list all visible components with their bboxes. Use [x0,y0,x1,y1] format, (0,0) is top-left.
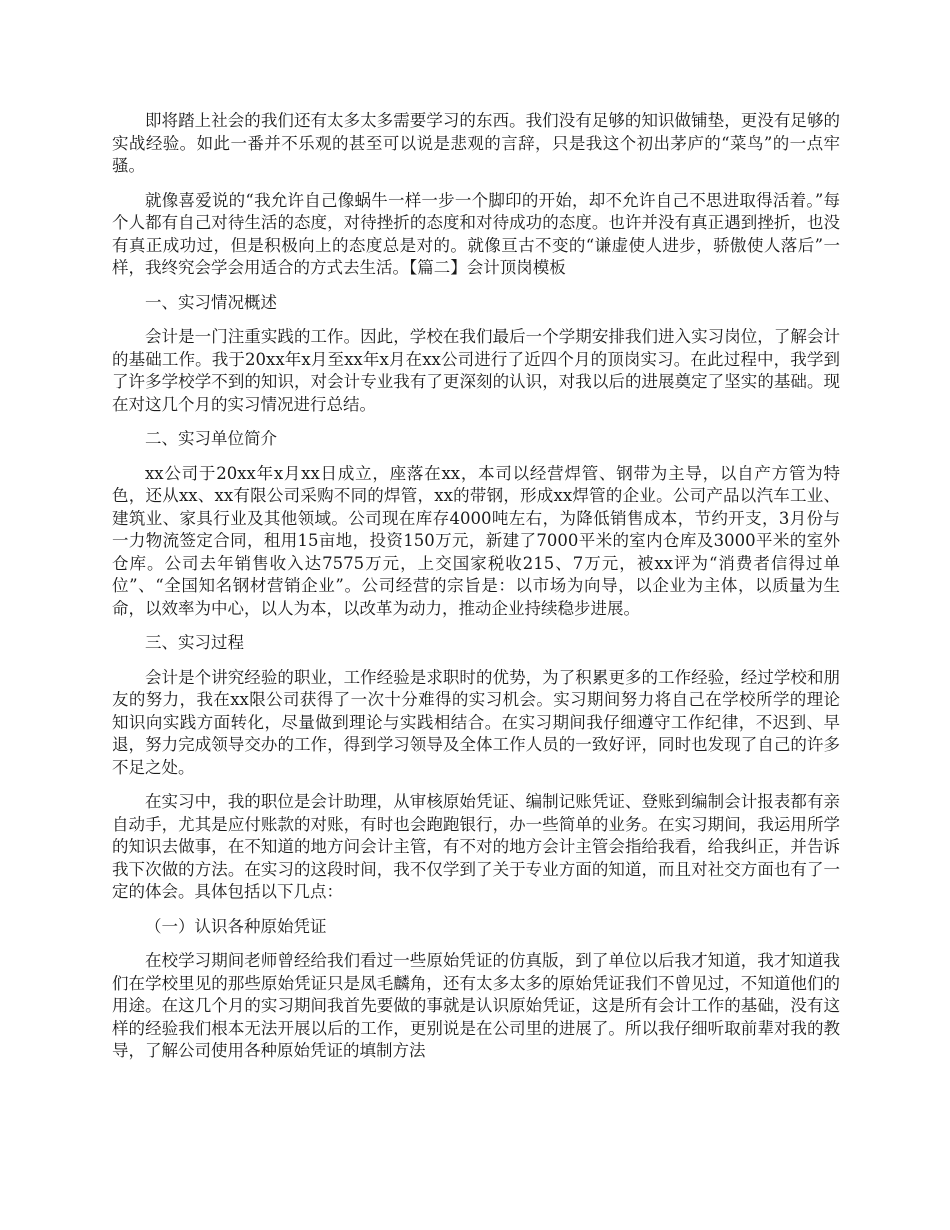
paragraph-process-2: 在实习中，我的职位是会计助理，从审核原始凭证、编制记账凭证、登账到编制会计报表都有亲自动手，尤其是应付账款的对账，有时也会跑跑银行，办一些简单的业务。在实习期间，我运用所学的知识去做事，在不知道的地方问会计主管，有不对的地方会计主管会指给我看，给我纠正，并告诉我下次做的方法。在实习的这段时间，我不仅学到了关于专业方面的知道，而且对社交方面也有了一定的体会。具体包括以下几点： [112,792,840,901]
paragraph-intro: 即将踏上社会的我们还有太多太多需要学习的东西。我们没有足够的知识做铺垫，更没有足够的实战经验。如此一番并不乐观的甚至可以说是悲观的言辞，只是我这个初出茅庐的“菜鸟”的一点牢骚。 [112,111,840,175]
paragraph-overview: 会计是一门注重实践的工作。因此，学校在我们最后一个学期安排我们进入实习岗位，了解会计的基础工作。我于20xx年x月至xx年x月在xx公司进行了近四个月的顶岗实习。在此过程中，我学到了许多学校学不到的知识，对会计专业我有了更深刻的认识，对我以后的进展奠定了坚实的基础。现在对这几个月的实习情况进行总结。 [112,327,840,414]
section-heading-process: 三、实习过程 [145,633,244,652]
section-heading-overview: 一、实习情况概述 [145,292,277,312]
paragraph-process-1: 会计是个讲究经验的职业，工作经验是求职时的优势，为了积累更多的工作经验，经过学校和朋友的努力，我在xx限公司获得了一次十分难得的实习机会。实习期间努力将自己在学校所学的理论知识向实践方面转化，尽量做到理论与实践相结合。在实习期间我仔细遵守工作纪律，不迟到、早退，努力完成领导交办的工作，得到学习领导及全体工作人员的一致好评，同时也发现了自己的许多不足之处。 [112,667,840,777]
paragraph-attitude: 就像喜爱说的“我允许自己像蜗牛一样一步一个脚印的开始，却不允许自己不思进取得活着。”每个人都有自己对待生活的态度，对待挫折的态度和对待成功的态度。也许并没有真正遇到挫折，也没有真正成功过，但是积极向上的态度总是对的。就像亘古不变的“谦虚使人进步，骄傲使人落后”一样，我终究会学会用适合的方式去生活。【篇二】会计顶岗模板 [112,190,840,277]
section-heading-company: 二、实习单位简介 [145,429,277,448]
paragraph-vouchers: 在校学习期间老师曾经给我们看过一些原始凭证的仿真版，到了单位以后我才知道，我才知道我们在学校里见的那些原始凭证只是凤毛麟角，还有太多太多的原始凭证我们不曾见过，不知道他们的用途。在这几个月的实习期间我首先要做的事就是认识原始凭证，这是所有会计工作的基础，没有这样的经验我们根本无法开展以后的工作，更别说是在公司里的进展了。所以我仔细听取前辈对我的教导，了解公司使用各种原始凭证的填制方法 [112,951,840,1060]
document-page [112,110,840,1075]
paragraph-company: xx公司于20xx年x月xx日成立，座落在xx，本司以经营焊管、钢带为主导，以自产方管为特色，还从xx、xx有限公司采购不同的焊管，xx的带钢，形成xx焊管的企业。公司产品以汽车工业、建筑业、家具行业及其他领域。公司现在库存4000吨左右，为降低销售成本，节约开支，3月份与一力物流签定合同，租用15亩地，投资150万元，新建了7000平米的室内仓库及3000平米的室外仓库。公司去年销售收入达7575万元，上交国家税收215、7万元，被xx评为“消费者信得过单位”、“全国知名钢材营销企业”。公司经营的宗旨是：以市场为向导，以企业为主体，以质量为生命，以效率为中心，以人为本，以改革为动力，推动企业持续稳步进展。 [112,463,840,618]
subsection-heading-vouchers: （一）认识各种原始凭证 [145,916,327,936]
